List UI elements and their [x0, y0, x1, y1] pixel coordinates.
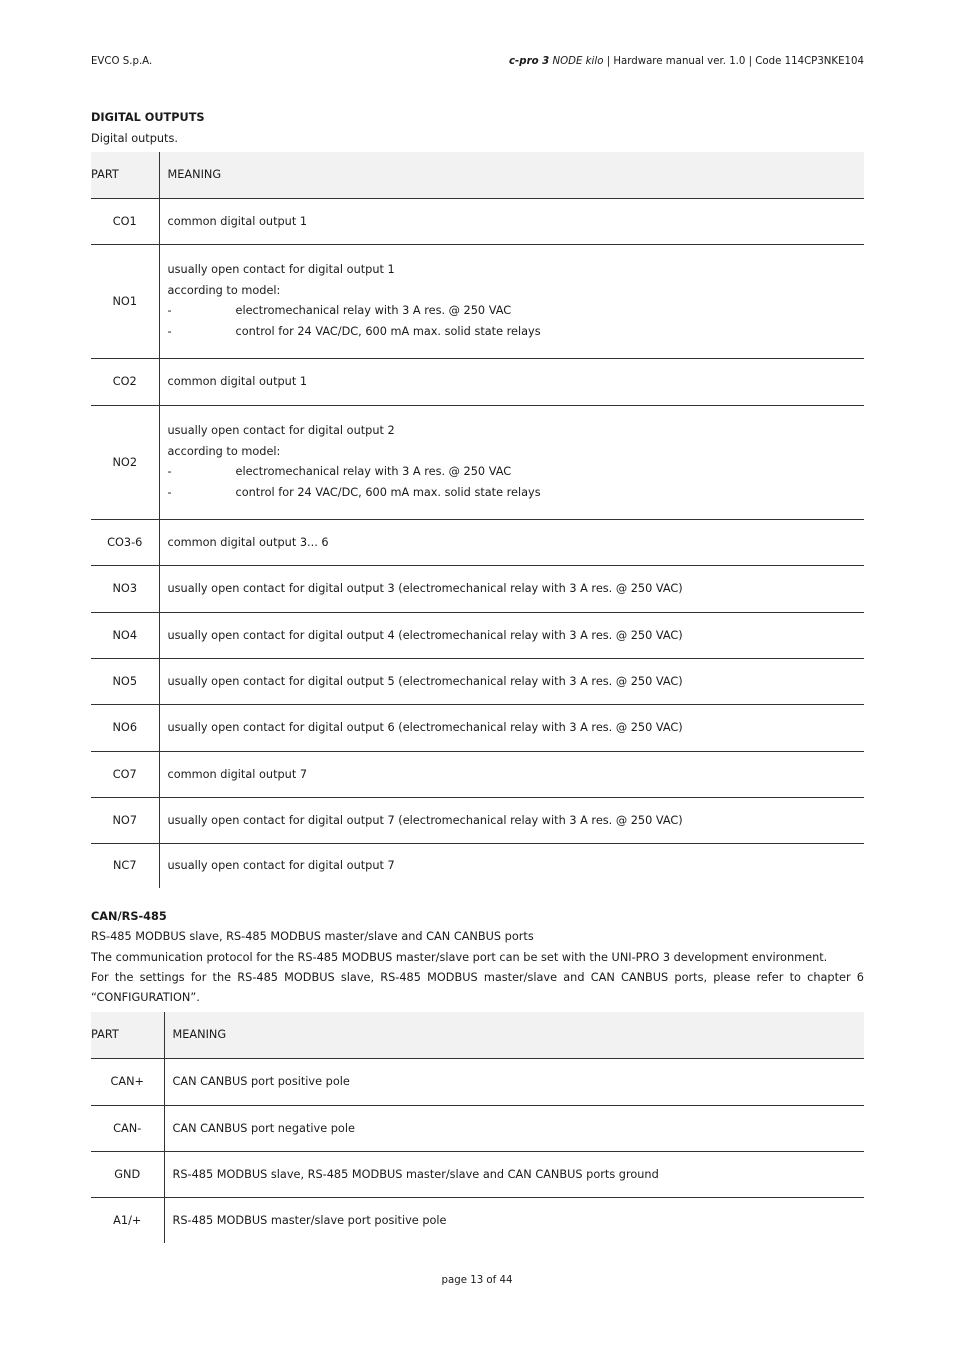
- table-header-row: [91, 152, 864, 198]
- cell-meaning: [159, 405, 864, 519]
- table-row: [91, 565, 864, 612]
- cell-part: NO4: [91, 612, 159, 658]
- paragraph-protocol: The communication protocol for the RS-485 MODBUS master/slave port can be set with the UNI-PRO 3 development environment.: [91, 951, 828, 964]
- cell-meaning: usually open contact for digital output 7 (electromechanical relay with 3 A res. @ 250 VAC): [167, 813, 683, 827]
- cell-part: NO5: [91, 658, 159, 704]
- table-row: [91, 1058, 864, 1105]
- cell-meaning: RS-485 MODBUS slave, RS-485 MODBUS master/slave and CAN CANBUS ports ground: [172, 1167, 659, 1181]
- table-row: [91, 358, 864, 405]
- table-row: [91, 519, 864, 565]
- table-row: [91, 1197, 864, 1243]
- cell-meaning: common digital output 3... 6: [167, 535, 329, 549]
- cell-meaning: common digital output 7: [167, 767, 308, 781]
- table-row: [91, 751, 864, 797]
- column-header-part: PART: [91, 1012, 164, 1058]
- cell-part: CO7: [91, 751, 159, 797]
- bullet-dash: -: [167, 465, 172, 478]
- cell-meaning: usually open contact for digital output 7: [167, 859, 395, 873]
- cell-part: CAN+: [91, 1058, 164, 1105]
- bullet-item: [168, 483, 865, 504]
- bullet-dash: -: [167, 485, 172, 499]
- header-company: EVCO S.p.A.: [91, 56, 153, 67]
- section-title-digital-outputs: DIGITAL OUTPUTS: [91, 111, 205, 124]
- paragraph-settings: For the settings for the RS-485 MODBUS slave, RS-485 MODBUS master/slave and CAN CANBUS ports, please refer to chapter 6 “CONFIGURATION”.: [91, 971, 864, 1004]
- cell-part: NO6: [91, 704, 159, 751]
- cell-meaning: usually open contact for digital output 5 (electromechanical relay with 3 A res. @ 250 VAC): [167, 674, 683, 688]
- cell-part: GND: [91, 1151, 164, 1197]
- bullet-text: control for 24 VAC/DC, 600 mA max. solid state relays: [235, 324, 541, 338]
- cell-part: NO7: [91, 797, 159, 843]
- cell-meaning: CAN CANBUS port negative pole: [172, 1121, 355, 1135]
- cell-part: CO2: [91, 358, 159, 405]
- bullet-item: [168, 322, 865, 343]
- bullet-text: electromechanical relay with 3 A res. @ 250 VAC: [235, 465, 512, 478]
- section-intro-digital-outputs: Digital outputs.: [91, 132, 178, 145]
- cell-meaning: CAN CANBUS port positive pole: [172, 1075, 350, 1088]
- header-product-italic: NODE kilo: [552, 56, 604, 67]
- bullet-dash: -: [167, 304, 172, 317]
- cell-part: CO1: [91, 198, 159, 244]
- table-row: [91, 658, 864, 704]
- cell-meaning: common digital output 1: [167, 214, 308, 228]
- bullet-item: [168, 462, 865, 483]
- cell-meaning: usually open contact for digital output 6 (electromechanical relay with 3 A res. @ 250 VAC): [167, 721, 683, 734]
- table-row: [91, 405, 864, 519]
- table-row: [91, 244, 864, 358]
- bullet-item: [168, 301, 865, 322]
- can-rs485-table: [91, 1012, 864, 1243]
- meaning-line: according to model:: [167, 444, 281, 458]
- paragraph-ports: RS-485 MODBUS slave, RS-485 MODBUS master/slave and CAN CANBUS ports: [91, 930, 534, 943]
- cell-meaning: usually open contact for digital output 4 (electromechanical relay with 3 A res. @ 250 VAC): [167, 628, 683, 642]
- cell-part: CO3-6: [91, 519, 159, 565]
- column-header-meaning: MEANING: [164, 1012, 864, 1058]
- header-manual-code: | Hardware manual ver. 1.0 | Code 114CP3NKE104: [606, 56, 864, 67]
- header-product-bold: c-pro 3: [509, 56, 550, 67]
- column-header-meaning: MEANING: [159, 152, 864, 198]
- section-title-can-rs485: CAN/RS-485: [91, 910, 167, 923]
- bullet-text: control for 24 VAC/DC, 600 mA max. solid state relays: [235, 485, 541, 499]
- meaning-line: according to model:: [167, 283, 281, 297]
- column-header-part: PART: [91, 152, 159, 198]
- cell-meaning: usually open contact for digital output 3 (electromechanical relay with 3 A res. @ 250 VAC): [167, 582, 683, 595]
- table-row: [91, 198, 864, 244]
- meaning-line: usually open contact for digital output 1: [167, 263, 395, 276]
- table-row: [91, 1105, 864, 1151]
- header-document-info: [509, 56, 864, 67]
- table-row: [91, 612, 864, 658]
- cell-meaning: common digital output 1: [167, 375, 308, 388]
- table-row: [91, 1151, 864, 1197]
- table-row: [91, 704, 864, 751]
- digital-outputs-table: [91, 152, 864, 888]
- cell-meaning: [159, 244, 864, 358]
- page-number: page 13 of 44: [441, 1275, 513, 1286]
- cell-part: NC7: [91, 843, 159, 888]
- cell-part: NO1: [91, 244, 159, 358]
- cell-part: NO3: [91, 565, 159, 612]
- bullet-text: electromechanical relay with 3 A res. @ 250 VAC: [235, 304, 512, 317]
- meaning-line: usually open contact for digital output 2: [167, 424, 395, 437]
- cell-part: NO2: [91, 405, 159, 519]
- cell-part: CAN-: [91, 1105, 164, 1151]
- table-header-row: [91, 1012, 864, 1058]
- table-row: [91, 843, 864, 888]
- cell-part: A1/+: [91, 1197, 164, 1243]
- bullet-dash: -: [167, 324, 172, 338]
- table-row: [91, 797, 864, 843]
- cell-meaning: RS-485 MODBUS master/slave port positive pole: [172, 1213, 447, 1227]
